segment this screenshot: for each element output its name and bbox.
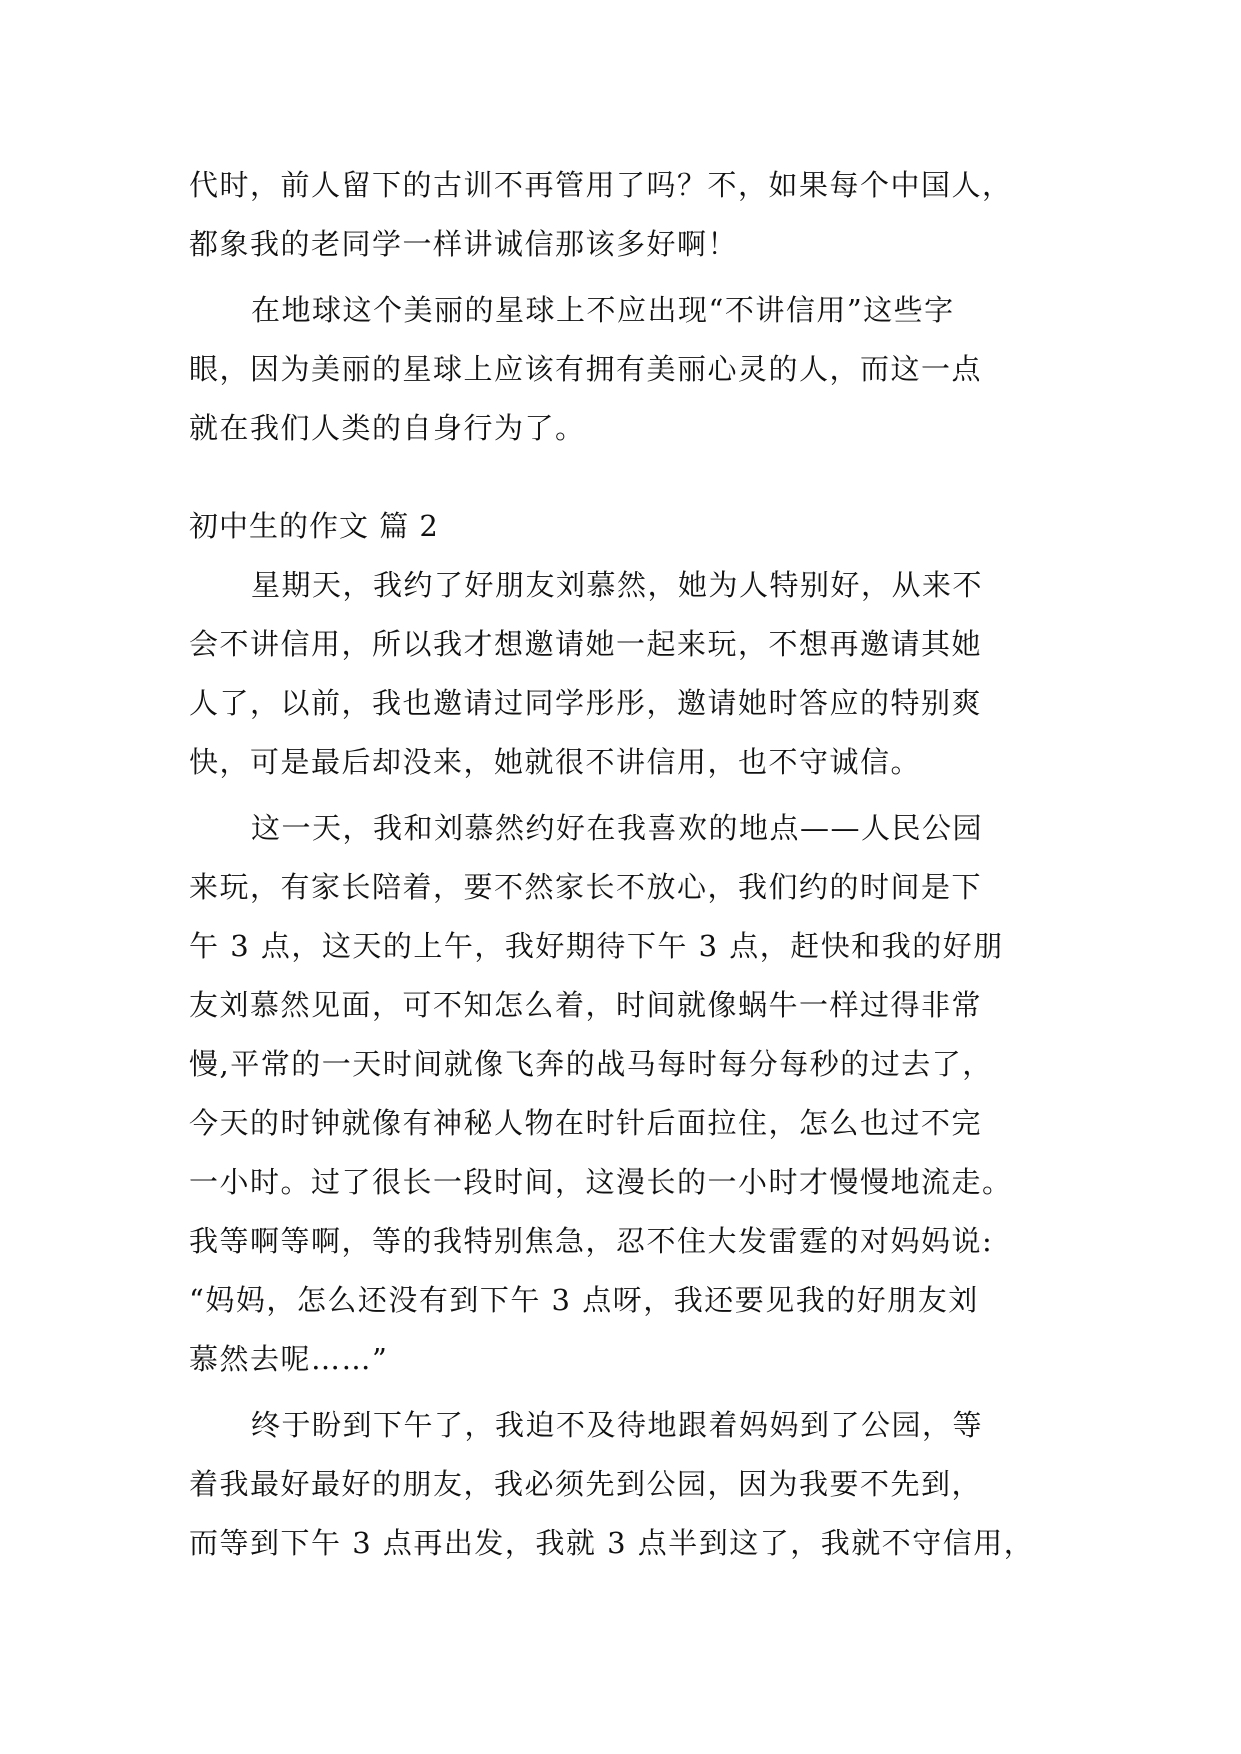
- text-line: 星期天，我约了好朋友刘慕然，她为人特别好，从来不: [251, 568, 984, 602]
- text-line: 在地球这个美丽的星球上不应出现“不讲信用”这些字: [251, 293, 955, 327]
- text-line: 快，可是最后却没来，她就很不讲信用，也不守诚信。: [189, 745, 922, 779]
- text-line: 人了，以前，我也邀请过同学彤彤，邀请她时答应的特别爽: [189, 686, 983, 720]
- text-line: 终于盼到下午了，我迫不及待地跟着妈妈到了公园，等: [251, 1408, 984, 1442]
- text-line: 都象我的老同学一样讲诚信那该多好啊！: [189, 227, 739, 261]
- text-line: 一小时。过了很长一段时间，这漫长的一小时才慢慢地流走。: [189, 1165, 1013, 1199]
- text-line: 这一天，我和刘慕然约好在我喜欢的地点——人民公园: [251, 811, 984, 845]
- closing-paragraph: [189, 281, 1051, 458]
- text-line: 代时，前人留下的古训不再管用了吗？不，如果每个中国人，: [189, 168, 1013, 202]
- paragraph-1: [189, 556, 1051, 792]
- text-line: “妈妈，怎么还没有到下午 3 点呀，我还要见我的好朋友刘: [189, 1283, 979, 1317]
- text-line: 会不讲信用，所以我才想邀请她一起来玩，不想再邀请其她: [189, 627, 983, 661]
- section-heading: 初中生的作文 篇 2: [189, 509, 439, 543]
- intro-paragraph: [189, 156, 1051, 274]
- text-line: 午 3 点，这天的上午，我好期待下午 3 点，赶快和我的好朋: [189, 929, 1004, 963]
- text-line: 今天的时钟就像有神秘人物在时针后面拉住，怎么也过不完: [189, 1106, 983, 1140]
- document-body: [189, 156, 1051, 1580]
- text-line: 就在我们人类的自身行为了。: [189, 411, 586, 445]
- text-line: 着我最好最好的朋友，我必须先到公园，因为我要不先到，: [189, 1467, 983, 1501]
- text-line: 而等到下午 3 点再出发，我就 3 点半到这了，我就不守信用，: [189, 1526, 1035, 1560]
- text-line: 友刘慕然见面，可不知怎么着，时间就像蜗牛一样过得非常: [189, 988, 983, 1022]
- text-line: 慢,平常的一天时间就像飞奔的战马每时每分每秒的过去了，: [189, 1047, 993, 1081]
- text-line: 我等啊等啊，等的我特别焦急，忍不住大发雷霆的对妈妈说:: [189, 1224, 994, 1258]
- paragraph-3: [189, 1396, 1051, 1573]
- text-line: 慕然去呢……”: [189, 1342, 389, 1376]
- paragraph-2: [189, 799, 1051, 1389]
- text-line: 来玩，有家长陪着，要不然家长不放心，我们约的时间是下: [189, 870, 983, 904]
- text-line: 眼，因为美丽的星球上应该有拥有美丽心灵的人，而这一点: [189, 352, 983, 386]
